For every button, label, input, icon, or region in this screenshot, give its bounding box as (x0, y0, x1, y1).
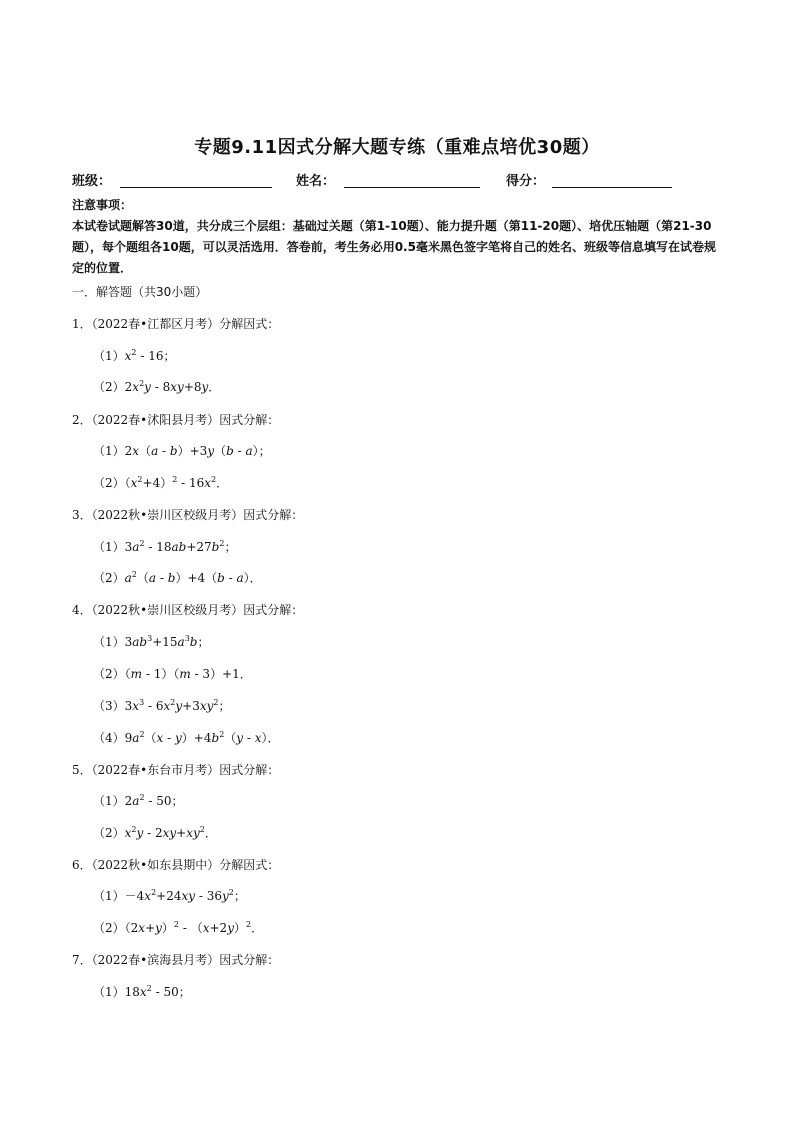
question-4-part-4: $(4)9a^2(x - y)+4b^2(y - x)$． (93, 730, 280, 745)
section-heading: 一．解答题（共30小题） (72, 285, 208, 299)
question-3-part-1: $(1)3a^2 - 18ab+27b^2$； (93, 539, 237, 554)
question-1-stem: 1．（2022春•江都区月考）分解因式： (72, 317, 280, 331)
question-4-stem: 4．（2022秋•崇川区校级月考）因式分解： (72, 603, 304, 617)
class-blank[interactable] (120, 187, 272, 188)
name-blank[interactable] (344, 187, 480, 188)
question-6-part-2: $(2)(2x+y)^2 - (x+2y)^2$． (93, 920, 264, 935)
question-6-stem: 6．（2022秋•如东县期中）分解因式： (72, 858, 280, 872)
question-4-part-3: $(3)3x^3 - 6x^2y+3xy^2$； (93, 698, 231, 713)
question-7-part-1: $(1)18x^2 - 50$； (93, 984, 191, 999)
class-label: 班级： (72, 174, 112, 189)
question-5-part-1: $(1)2a^2 - 50$； (93, 793, 184, 808)
question-4-part-2: （2）（m - 1）（m - 3）+1． (93, 667, 252, 681)
question-2-stem: 2．（2022春•沭阳县月考）因式分解： (72, 413, 280, 427)
question-5-stem: 5．（2022春•东台市月考）因式分解： (72, 763, 280, 777)
question-6-part-1: $(1)-4x^2+24xy - 36y^2$； (93, 888, 246, 903)
name-label: 姓名： (296, 174, 336, 189)
page-title: 专题9.11因式分解大题专练（重难点培优30题） (194, 137, 600, 158)
question-1-part-2: $(2)2x^2y - 8xy+8y$． (93, 379, 221, 394)
question-2-part-1: （1）2x（a - b）+3y（b - a）； (93, 444, 271, 458)
question-4-part-1: $(1)3ab^3+15a^3b$； (93, 634, 210, 649)
question-7-stem: 7．（2022春•滨海县月考）因式分解： (72, 953, 280, 967)
question-3-part-2: $(2)a^2(a - b)+4(b - a)$． (93, 570, 262, 585)
score-label: 得分： (506, 174, 546, 189)
score-blank[interactable] (552, 187, 672, 188)
question-3-stem: 3．（2022秋•崇川区校级月考）因式分解： (72, 508, 304, 522)
question-2-part-2: $(2)(x^2+4)^2 - 16x^2$． (93, 475, 229, 490)
notice-heading: 注意事项： (72, 198, 133, 212)
question-1-part-1: $(1)x^2 - 16$； (93, 348, 176, 363)
student-info-row (72, 170, 722, 192)
notice-body: 本试卷试题解答30道，共分成三个层组：基础过关题（第1-10题）、能力提升题（第11-20题）、培优压轴题（第21-30题），每个题组各10题，可以灵活选用．答卷前，考生务必用0.5毫米黑色签字笔将自己的姓名、班级等信息填写在试卷规定的位置． (72, 219, 716, 275)
question-5-part-2: $(2)x^2y - 2xy+xy^2$． (93, 825, 217, 840)
